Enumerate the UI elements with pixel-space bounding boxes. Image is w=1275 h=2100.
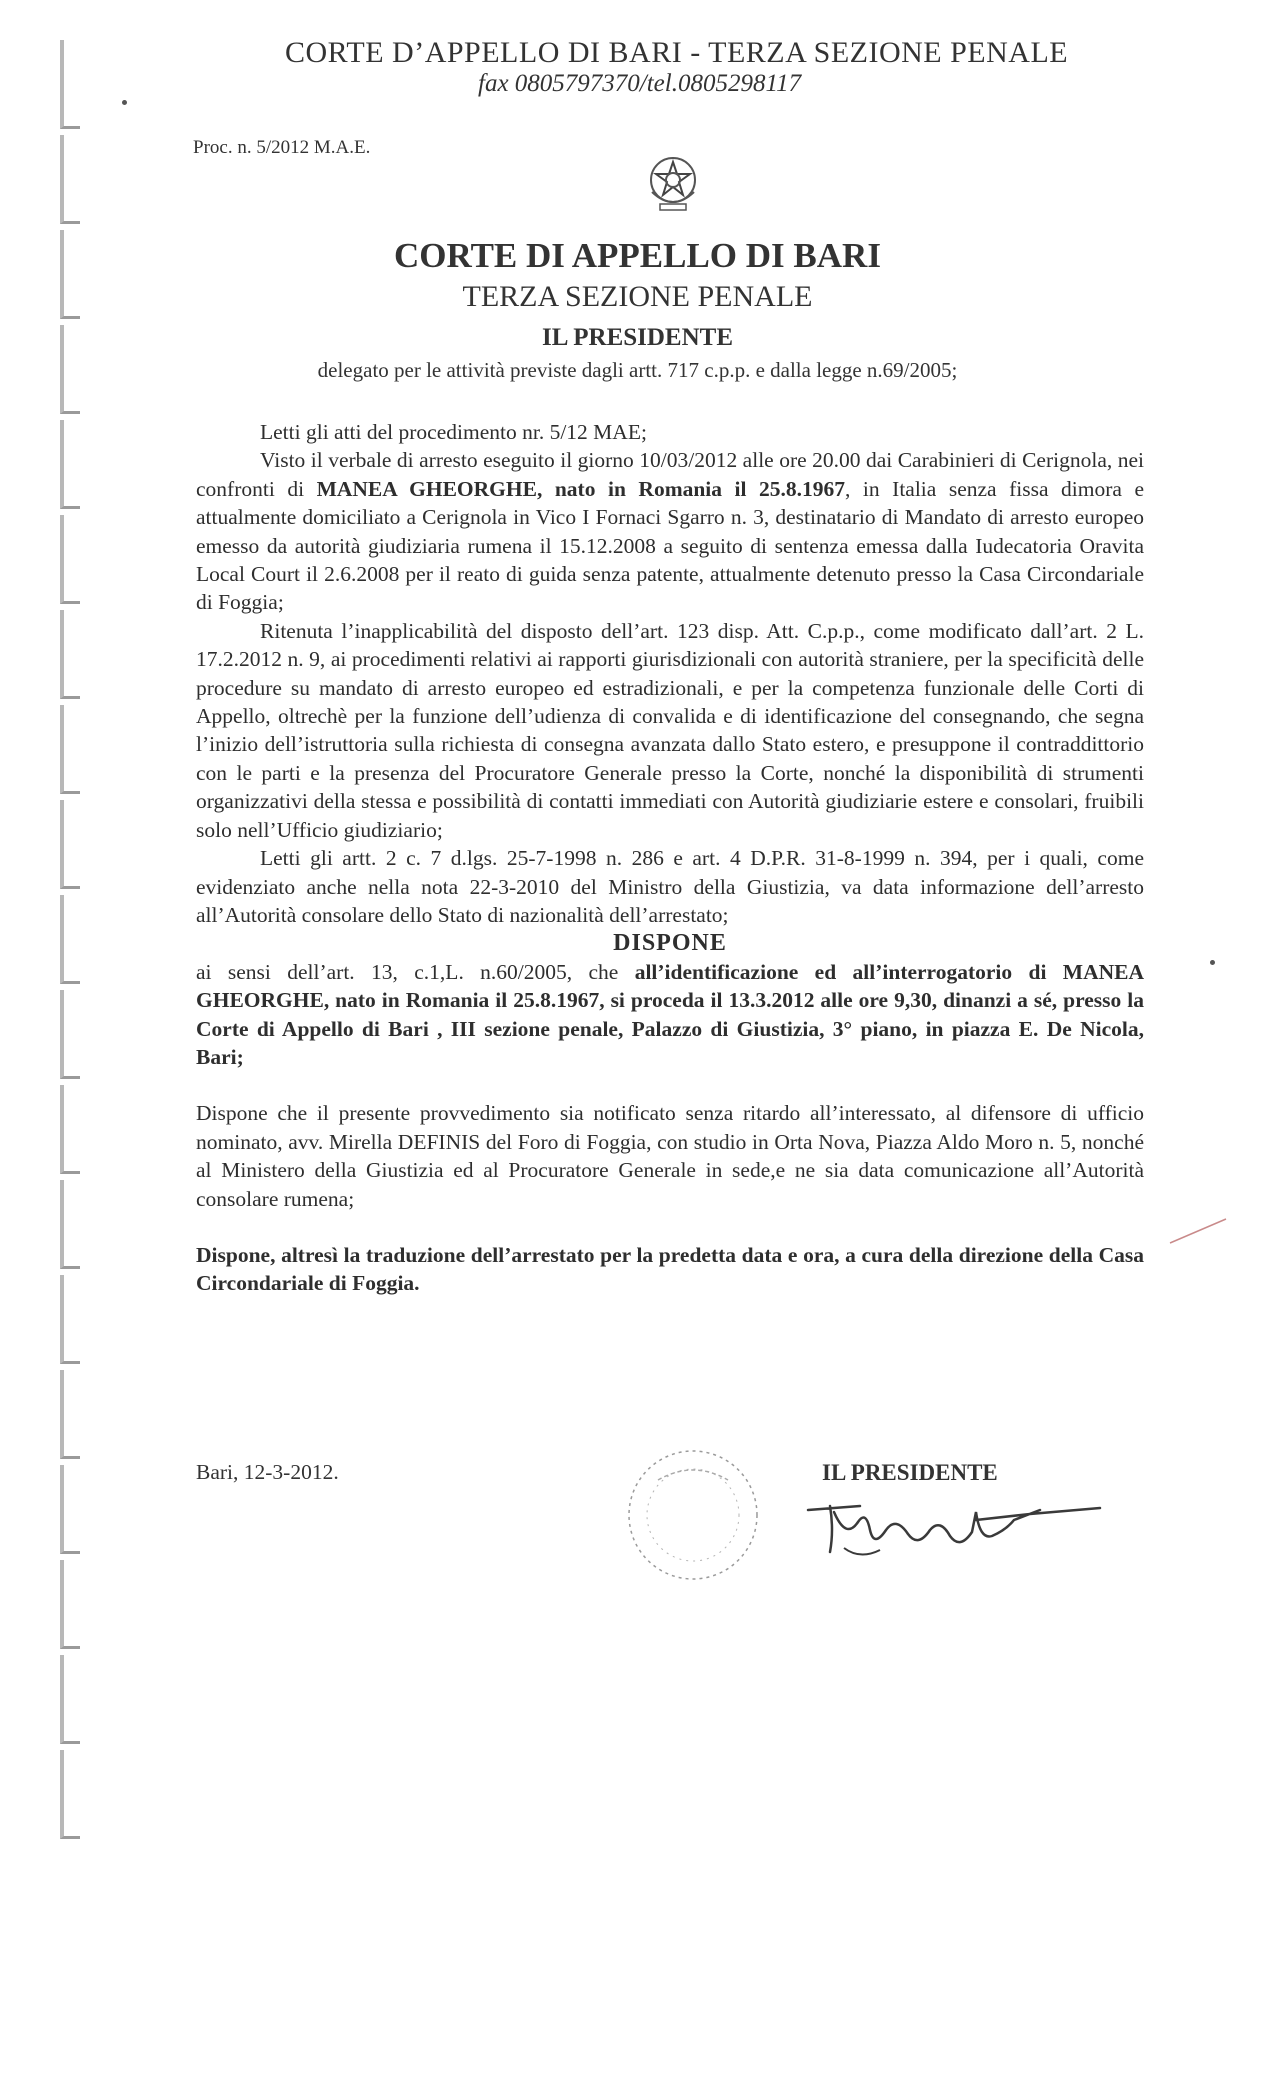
paragraph-arrest-report	[196, 446, 1144, 616]
binding-mark	[60, 515, 80, 604]
proceeding-number: Proc. n. 5/2012 M.A.E.	[193, 137, 371, 158]
binding-mark	[60, 990, 80, 1079]
binding-mark	[60, 1655, 80, 1744]
section-title: TERZA SEZIONE PENALE	[462, 280, 813, 313]
binding-mark	[60, 895, 80, 984]
italian-republic-emblem-icon	[646, 152, 700, 214]
scan-speck	[122, 100, 127, 105]
paragraph-acts-read: Letti gli atti del procedimento nr. 5/12 MAE;	[260, 420, 647, 444]
paragraph-hearing-order	[196, 958, 1144, 1072]
binding-mark	[60, 1750, 80, 1839]
paragraph-text: Visto il verbale di arresto eseguito il giorno 10/03/2012 alle ore 20.00 dai Carabinieri di Cerignola, nei confronti di	[196, 448, 1144, 501]
decree-body	[196, 418, 1144, 1298]
paragraph-notification: Dispone che il presente provvedimento sia notificato senza ritardo all’interessato, al difensore di ufficio nominato, avv. Mirella DEFINIS del Foro di Foggia, con studio in Orta Nova, Piazza Aldo Moro n. 5, nonché al Ministero della Giustizia ed al Procuratore Generale in sede,e ne sia data comunicazione all’Autorità consolare rumena;	[196, 1101, 1144, 1211]
binding-mark	[60, 1465, 80, 1554]
hearing-details: all’identificazione ed all’interrogatorio di MANEA GHEORGHE, nato in Romania il 25.8.1967, si proceda il 13.3.2012 alle ore 9,30, dinanzi a sé, presso la Corte di Appello di Bari , III sezione penale, Palazzo di Giustizia, 3° piano, in piazza E. De Nicola, Bari;	[196, 959, 1144, 1069]
court-title: CORTE DI APPELLO DI BARI	[394, 236, 881, 275]
scan-speck	[1210, 960, 1215, 965]
court-stamp	[618, 1440, 768, 1590]
binding-mark	[60, 420, 80, 509]
paragraph-text: ai sensi dell’art. 13, c.1,L. n.60/2005, che	[196, 959, 635, 984]
president-signature	[800, 1490, 1120, 1570]
paragraph-inapplicability: Ritenuta l’inapplicabilità del disposto dell’art. 123 disp. Att. C.p.p., come modificato dall’art. 2 L. 17.2.2012 n. 9, ai procedimenti relativi ai rapporti giurisdizionali con autorità straniere, per la specificità delle procedure su mandato di arresto europeo ed estradizionali, e per la competenza funzionale delle Corti di Appello, oltrechè per la funzione dell’udienza di convalida e di identificazione del consegnando, che segna l’inizio dell’istruttoria sulla richiesta di consegna avanzata dallo Stato estero, e presuppone il contraddittorio con le parti e la presenza del Procuratore Generale presso la Corte, nonché la disponibilità di strumenti organizzativi della stessa e possibilità di contatti immediati con Autorità giudiziarie estere e consolari, fruibili solo nell’Ufficio giudiziario;	[196, 618, 1144, 842]
dispone-heading: DISPONE	[613, 930, 727, 957]
binding-mark	[60, 40, 80, 129]
binding-mark	[60, 1180, 80, 1269]
binding-mark	[60, 135, 80, 224]
delegation-line: delegato per le attività previste dagli artt. 717 c.p.p. e dalla legge n.69/2005;	[317, 358, 958, 382]
signatory-title: IL PRESIDENTE	[822, 1460, 998, 1485]
place-date: Bari, 12-3-2012.	[196, 1460, 339, 1484]
binding-mark	[60, 800, 80, 889]
pen-mark	[1168, 1215, 1228, 1245]
defendant-name: MANEA GHEORGHE, nato in Romania il 25.8.1967	[316, 476, 846, 501]
role-title: IL PRESIDENTE	[541, 324, 734, 351]
binding-mark	[60, 1085, 80, 1174]
court-contacts: fax 0805797370/tel.0805298117	[478, 70, 802, 97]
binding-mark	[60, 705, 80, 794]
paragraph-text: , in Italia senza fissa dimora e attualmente domiciliato a Cerignola in Vico I Fornaci Sgarro n. 3, destinatario di Mandato di arresto europeo emesso da autorità giudiziaria rumena il 15.12.2008 a seguito di sentenza emessa dalla Iudecatoria Oravita Local Court il 2.6.2008 per il reato di guida senza patente, attualmente detenuto presso la Casa Circondariale di Foggia;	[196, 476, 1144, 615]
binding-mark	[60, 1560, 80, 1649]
binding-mark	[60, 1275, 80, 1364]
paragraph-transfer-order: Dispone, altresì la traduzione dell’arrestato per la predetta data e ora, a cura della direzione della Casa Circondariale di Foggia.	[196, 1242, 1144, 1296]
binding-mark	[60, 610, 80, 699]
binding-mark	[60, 1370, 80, 1459]
court-header: CORTE D’APPELLO DI BARI - TERZA SEZIONE PENALE	[285, 36, 1069, 69]
paragraph-consular-notice: Letti gli artt. 2 c. 7 d.lgs. 25-7-1998 n. 286 e art. 4 D.P.R. 31-8-1999 n. 394, per i quali, come evidenziato anche nella nota 22-3-2010 del Ministro della Giustizia, va data informazione dell’arresto all’Autorità consolare dello Stato di nazionalità dell’arrestato;	[196, 846, 1144, 927]
